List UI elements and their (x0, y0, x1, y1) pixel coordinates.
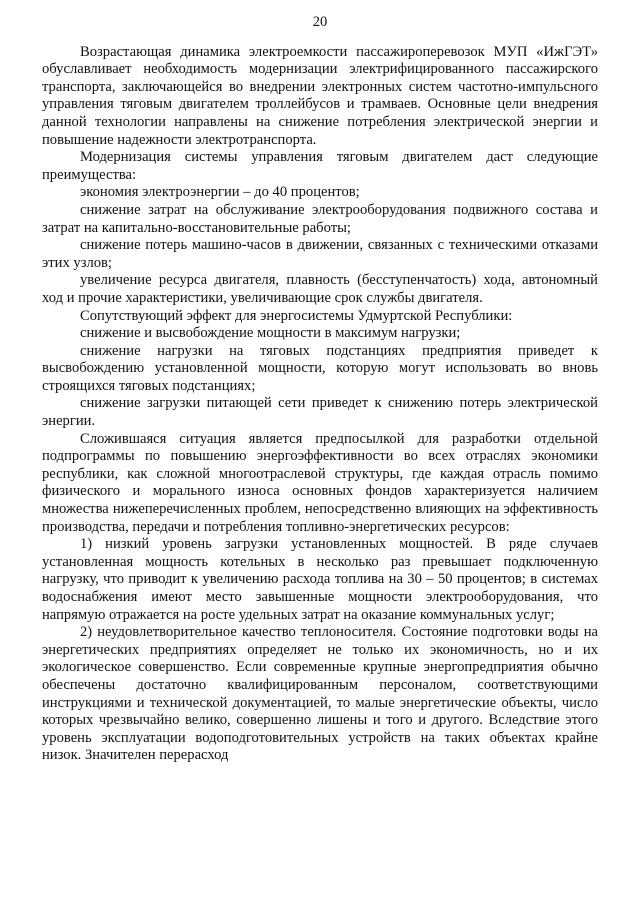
list-item: снижение нагрузки на тяговых подстанциях предприятия приведет к высвобождению установленной мощности, которую могут использовать во вновь строящихся тяговых подстанциях; (42, 342, 598, 394)
paragraph-side-effect: Сопутствующий эффект для энергосистемы Удмуртской Республики: (80, 307, 513, 324)
list-item: снижение потерь машино-часов в движении, связанных с техническими отказами этих узлов; (42, 237, 598, 271)
list-item: снижение загрузки питающей сети приведет к снижению потерь электрической энергии. (42, 395, 598, 430)
paragraph-intro: Возрастающая динамика электроемкости пассажироперевозок МУП «ИжГЭТ» обуславливает необходимость модернизации электрифицированного пассажирского транспорта, заключающейся во внедрении электронных систем частотно-импульсного управления тяговым двигателем троллейбусов и трамваев. Основные цели внедрения данной технологии направлены на снижение потребления электрической энергии и повышение надежности электротранспорта. (42, 43, 598, 148)
numbered-item: 2) неудовлетворительное качество теплоносителя. Состояние подготовки воды на энергетических предприятиях определяет не только их экономичность, но и их экологическое совершенство. Если современные крупные энергопредприятия обычно обеспечены достаточно квалифицированным персоналом, соответствующими инструкциями и технической документацией, то малые энергетические объекты, число которых чрезвычайно велико, совершенно лишены и того и другого. Вследствие этого уровень эксплуатации водоподготовительных устройств на таких объектах крайне низок. Значителен перерасход (42, 624, 598, 764)
list-item: увеличение ресурса двигателя, плавность (бесступенчатость) хода, автономный ход и прочие характеристики, увеличивающие срок службы двигателя. (42, 272, 598, 306)
list-item: экономия электроэнергии – до 40 процентов; (80, 184, 360, 201)
paragraph-modernization: Модернизация системы управления тяговым двигателем даст следующие преимущества: (42, 149, 598, 183)
list-item: снижение затрат на обслуживание электрооборудования подвижного состава и затрат на капитально-восстановительные работы; (42, 201, 598, 236)
page-number: 20 (312, 14, 328, 30)
list-item: снижение и высвобождение мощности в максимум нагрузки; (80, 325, 461, 342)
paragraph-situation: Сложившаяся ситуация является предпосылкой для разработки отдельной подпрограммы по повышению энергоэффективности во всех отраслях экономики республики, как сложной многоотраслевой структуры, где каждая отрасль помимо физического и морального износа основных фондов характеризуется наличием множества нижеперечисленных проблем, непосредственно влияющих на эффективность производства, передачи и потребления топливно-энергетических ресурсов: (42, 430, 598, 535)
numbered-item: 1) низкий уровень загрузки установленных мощностей. В ряде случаев установленная мощность котельных в несколько раз превышает подключенную нагрузку, что приводит к увеличению расхода топлива на 30 – 50 процентов; в системах водоснабжения имеют место завышенные мощности электрооборудования, что напрямую отражается на росте удельных затрат на оказание коммунальных услуг; (42, 536, 598, 623)
